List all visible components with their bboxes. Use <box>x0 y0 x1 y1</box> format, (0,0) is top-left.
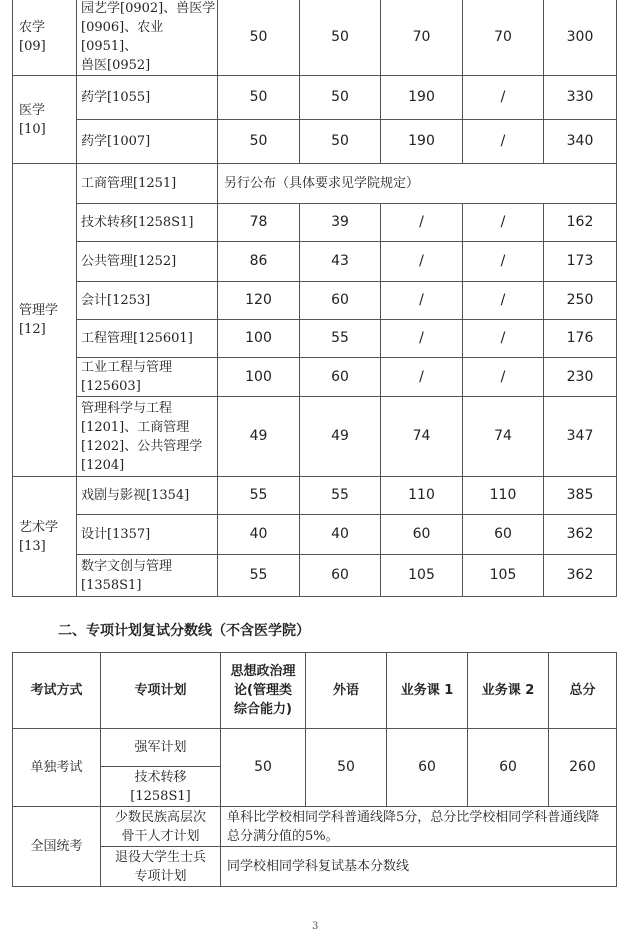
table-row <box>13 120 617 164</box>
table-row <box>13 807 617 847</box>
major-cell: 设计[1357] <box>77 515 218 555</box>
major-cell: 会计[1253] <box>77 282 218 320</box>
score-cell: 86 <box>218 242 300 282</box>
major-cell: 药学[1007] <box>77 120 218 164</box>
table-row <box>13 204 617 242</box>
score-cell: 120 <box>218 282 300 320</box>
table-row <box>13 76 617 120</box>
score-cell: 70 <box>463 0 544 76</box>
score-cell: 60 <box>468 729 549 807</box>
score-cell: 55 <box>300 477 381 515</box>
plan-cell: 少数民族高层次 骨干人才计划 <box>101 807 221 847</box>
header-row <box>13 653 617 729</box>
score-cell: 260 <box>549 729 617 807</box>
plan-cell: 强军计划 <box>101 729 221 767</box>
plan-cell: 技术转移 [1258S1] <box>101 767 221 807</box>
score-cell: 60 <box>300 555 381 597</box>
score-cell: 50 <box>306 729 387 807</box>
plan-cell: 退役大学生士兵 专项计划 <box>101 847 221 887</box>
category-cell: 管理学 [12] <box>13 164 77 477</box>
table-row <box>13 164 617 204</box>
major-cell: 工程管理[125601] <box>77 320 218 358</box>
score-cell: 100 <box>218 358 300 397</box>
column-header: 总分 <box>549 653 617 729</box>
exam-method-cell: 单独考试 <box>13 729 101 807</box>
table-row <box>13 555 617 597</box>
column-header: 业务课 2 <box>468 653 549 729</box>
score-cell: 110 <box>381 477 463 515</box>
score-cell: / <box>463 204 544 242</box>
score-cell: 50 <box>218 0 300 76</box>
score-cell: / <box>381 282 463 320</box>
score-cell: 60 <box>300 358 381 397</box>
table-row <box>13 477 617 515</box>
score-cell: 39 <box>300 204 381 242</box>
score-cell: 50 <box>218 76 300 120</box>
score-cell: 330 <box>544 76 617 120</box>
table-row <box>13 729 617 767</box>
score-cell: 50 <box>300 76 381 120</box>
score-cell: 74 <box>463 397 544 477</box>
major-cell: 工商管理[1251] <box>77 164 218 204</box>
score-cell: 40 <box>218 515 300 555</box>
category-cell: 艺术学 [13] <box>13 477 77 597</box>
table-row <box>13 320 617 358</box>
score-cell: 40 <box>300 515 381 555</box>
score-cell: 43 <box>300 242 381 282</box>
score-cell: 60 <box>381 515 463 555</box>
score-cell: 385 <box>544 477 617 515</box>
column-header: 专项计划 <box>101 653 221 729</box>
score-cell: 105 <box>463 555 544 597</box>
score-cell: 50 <box>300 0 381 76</box>
score-cell: / <box>381 320 463 358</box>
score-cell: 49 <box>218 397 300 477</box>
score-cell: 105 <box>381 555 463 597</box>
score-cell: / <box>463 76 544 120</box>
major-cell: 工业工程与管理 [125603] <box>77 358 218 397</box>
table-row <box>13 358 617 397</box>
score-cell: / <box>463 358 544 397</box>
major-cell: 药学[1055] <box>77 76 218 120</box>
score-cell: / <box>381 242 463 282</box>
score-cell: 60 <box>300 282 381 320</box>
score-cell: 176 <box>544 320 617 358</box>
column-header: 外语 <box>306 653 387 729</box>
score-cell: 340 <box>544 120 617 164</box>
note-cell: 单科比学校相同学科普通线降5分，总分比学校相同学科普通线降总分满分值的5%。 <box>221 807 617 847</box>
score-table-2 <box>12 652 617 887</box>
score-cell: 55 <box>218 477 300 515</box>
score-cell: 100 <box>218 320 300 358</box>
major-cell: 技术转移[1258S1] <box>77 204 218 242</box>
score-cell: 60 <box>387 729 468 807</box>
score-cell: 190 <box>381 120 463 164</box>
category-cell: 农学 [09] <box>13 0 77 76</box>
table-row <box>13 282 617 320</box>
score-cell: / <box>381 204 463 242</box>
table-row <box>13 397 617 477</box>
score-cell: 347 <box>544 397 617 477</box>
score-cell: 78 <box>218 204 300 242</box>
score-cell: 162 <box>544 204 617 242</box>
score-cell: / <box>463 120 544 164</box>
score-cell: 50 <box>300 120 381 164</box>
score-cell: 190 <box>381 76 463 120</box>
score-cell: 55 <box>300 320 381 358</box>
table-row <box>13 515 617 555</box>
score-cell: 362 <box>544 555 617 597</box>
score-cell: 50 <box>221 729 306 807</box>
major-cell: 管理科学与工程 [1201]、工商管理 [1202]、公共管理学 [1204] <box>77 397 218 477</box>
exam-method-cell: 全国统考 <box>13 807 101 887</box>
table-row <box>13 0 617 76</box>
column-header: 考试方式 <box>13 653 101 729</box>
note-cell: 同学校相同学科复试基本分数线 <box>221 847 617 887</box>
major-cell: 戏剧与影视[1354] <box>77 477 218 515</box>
score-cell: 60 <box>463 515 544 555</box>
column-header: 业务课 1 <box>387 653 468 729</box>
score-cell: / <box>381 358 463 397</box>
score-cell: 55 <box>218 555 300 597</box>
major-cell: 园艺学[0902]、兽医学 [0906]、农业[0951]、 兽医[0952] <box>77 0 218 76</box>
note-cell: 另行公布（具体要求见学院规定） <box>218 164 617 204</box>
column-header: 思想政治理 论(管理类 综合能力) <box>221 653 306 729</box>
score-cell: / <box>463 282 544 320</box>
section-title: 二、专项计划复试分数线（不含医学院） <box>58 623 310 639</box>
major-cell: 数字文创与管理 [1358S1] <box>77 555 218 597</box>
score-cell: 74 <box>381 397 463 477</box>
score-cell: 300 <box>544 0 617 76</box>
table-row <box>13 847 617 887</box>
page-number: 3 <box>312 921 319 932</box>
major-cell: 公共管理[1252] <box>77 242 218 282</box>
category-cell: 医学 [10] <box>13 76 77 164</box>
score-cell: 250 <box>544 282 617 320</box>
score-cell: 70 <box>381 0 463 76</box>
score-cell: / <box>463 320 544 358</box>
score-cell: 173 <box>544 242 617 282</box>
score-cell: / <box>463 242 544 282</box>
score-cell: 50 <box>218 120 300 164</box>
table-row <box>13 242 617 282</box>
score-cell: 110 <box>463 477 544 515</box>
score-table-1 <box>12 0 617 597</box>
score-cell: 230 <box>544 358 617 397</box>
score-cell: 49 <box>300 397 381 477</box>
score-cell: 362 <box>544 515 617 555</box>
